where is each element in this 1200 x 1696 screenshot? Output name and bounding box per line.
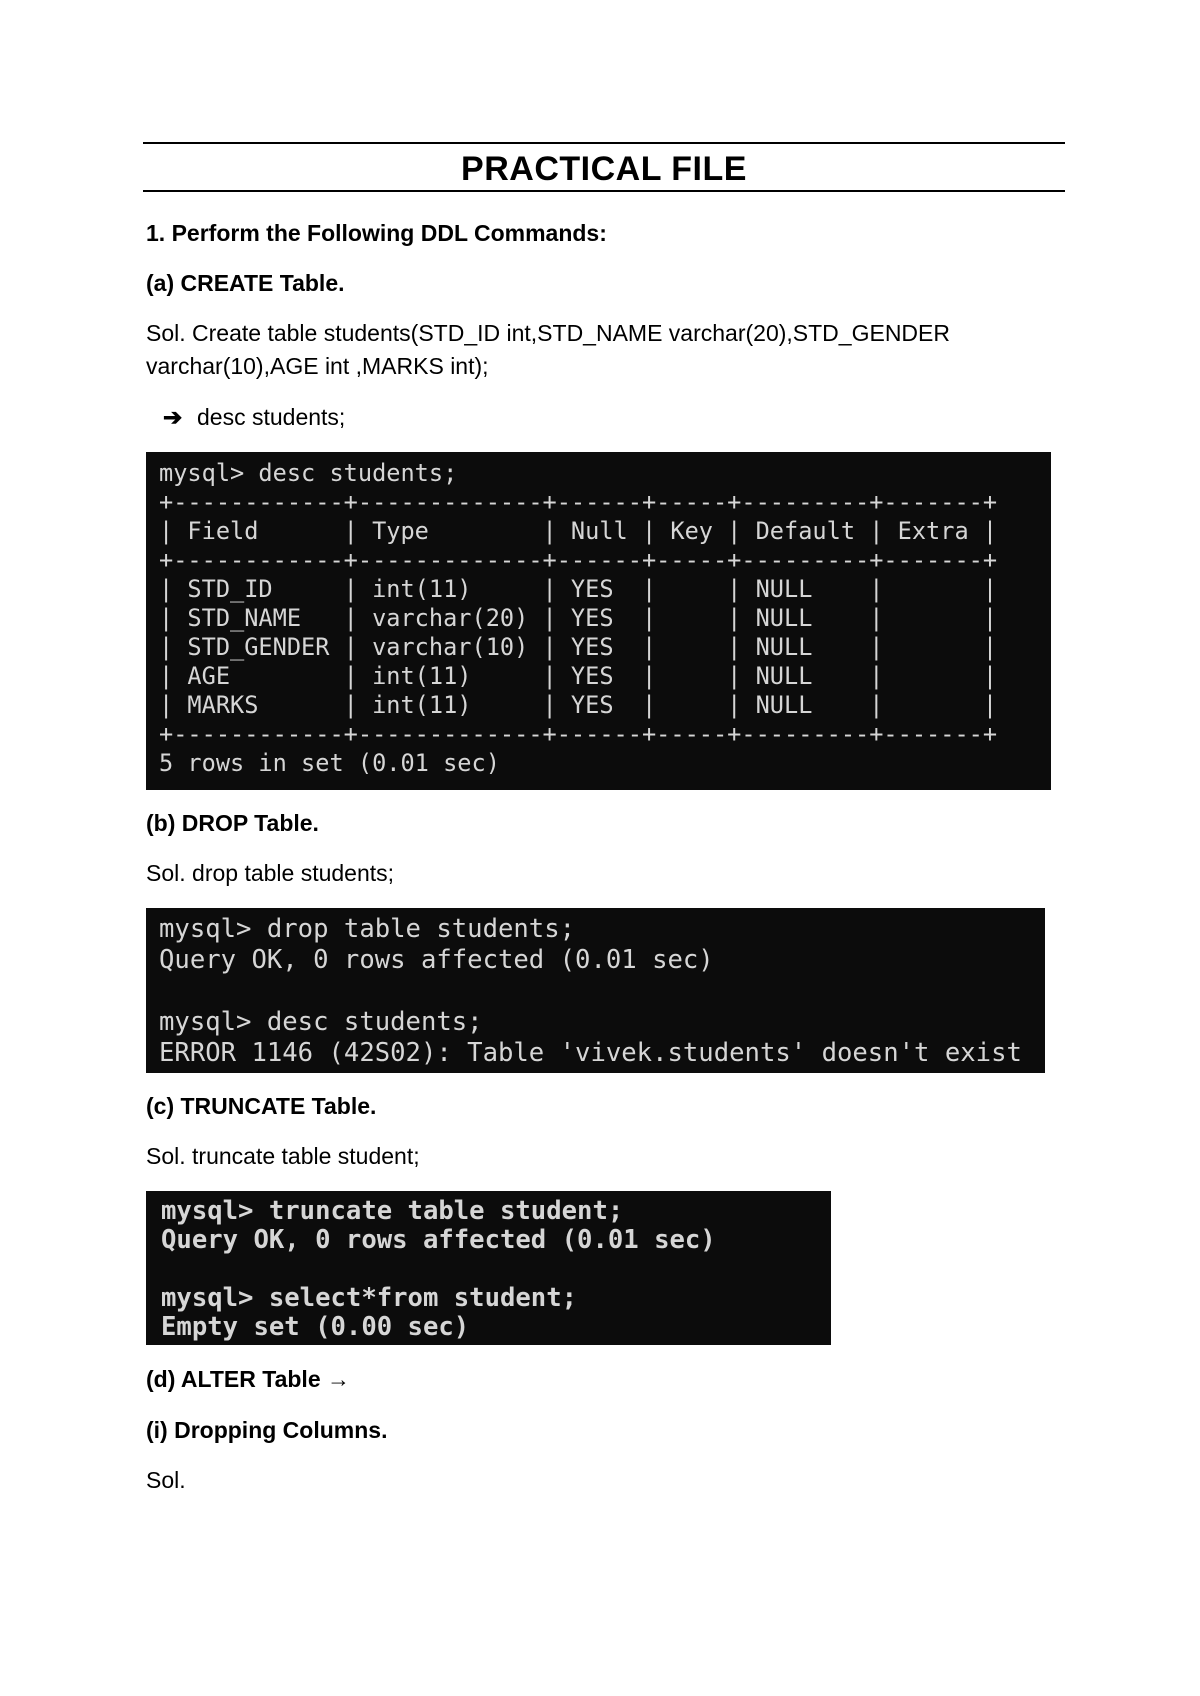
section-a-solution-line2: varchar(10),AGE int ,MARKS int); bbox=[146, 353, 489, 379]
question-heading: 1. Perform the Following DDL Commands: bbox=[146, 220, 607, 246]
terminal-output: mysql> desc students; +------------+-------------+------+-----+---------+-------+ | Field | Type | Null | Key | Default | Extra | +------------+-------------+------+-----+---------+-------+ | STD_ID | int(11) | YES | | NULL | | | STD_NAME | varchar(20) | YES | | NULL | | | STD_GENDER | varchar(10) | YES | | NULL | | | AGE | int(11) | YES | | NULL | | | MARKS | int(11) | YES | | NULL | | +------------+-------------+------+-----+---------+-------+ 5 rows in set (0.01 sec) bbox=[159, 459, 998, 777]
section-a-arrow-text: desc students; bbox=[197, 404, 346, 430]
section-a-arrow-line bbox=[163, 402, 345, 432]
right-arrow-icon: ➔ bbox=[163, 404, 183, 430]
section-b-heading: (b) DROP Table. bbox=[146, 810, 319, 836]
section-a-solution-line1: Sol. Create table students(STD_ID int,STD_NAME varchar(20),STD_GENDER bbox=[146, 320, 950, 346]
section-d-heading: (d) ALTER Table → bbox=[146, 1366, 351, 1392]
terminal-screenshot-truncate bbox=[146, 1191, 831, 1345]
section-d-subheading: (i) Dropping Columns. bbox=[146, 1417, 388, 1443]
title-bottom-rule bbox=[143, 190, 1065, 192]
section-c-solution: Sol. truncate table student; bbox=[146, 1143, 420, 1169]
section-a-heading: (a) CREATE Table. bbox=[146, 270, 345, 296]
terminal-output: mysql> truncate table student; Query OK, 0 rows affected (0.01 sec) mysql> select*from student; Empty set (0.00 sec) bbox=[161, 1196, 716, 1342]
terminal-screenshot-drop bbox=[146, 908, 1045, 1073]
section-c-heading: (c) TRUNCATE Table. bbox=[146, 1093, 377, 1119]
terminal-output: mysql> drop table students; Query OK, 0 rows affected (0.01 sec) mysql> desc students; ERROR 1146 (42S02): Table 'vivek.students' doesn't exist bbox=[159, 914, 1022, 1068]
section-d-solution: Sol. bbox=[146, 1467, 186, 1493]
title-top-rule bbox=[143, 142, 1065, 144]
page-title: PRACTICAL FILE bbox=[461, 150, 747, 188]
section-b-solution: Sol. drop table students; bbox=[146, 860, 395, 886]
terminal-screenshot-desc bbox=[146, 452, 1051, 790]
